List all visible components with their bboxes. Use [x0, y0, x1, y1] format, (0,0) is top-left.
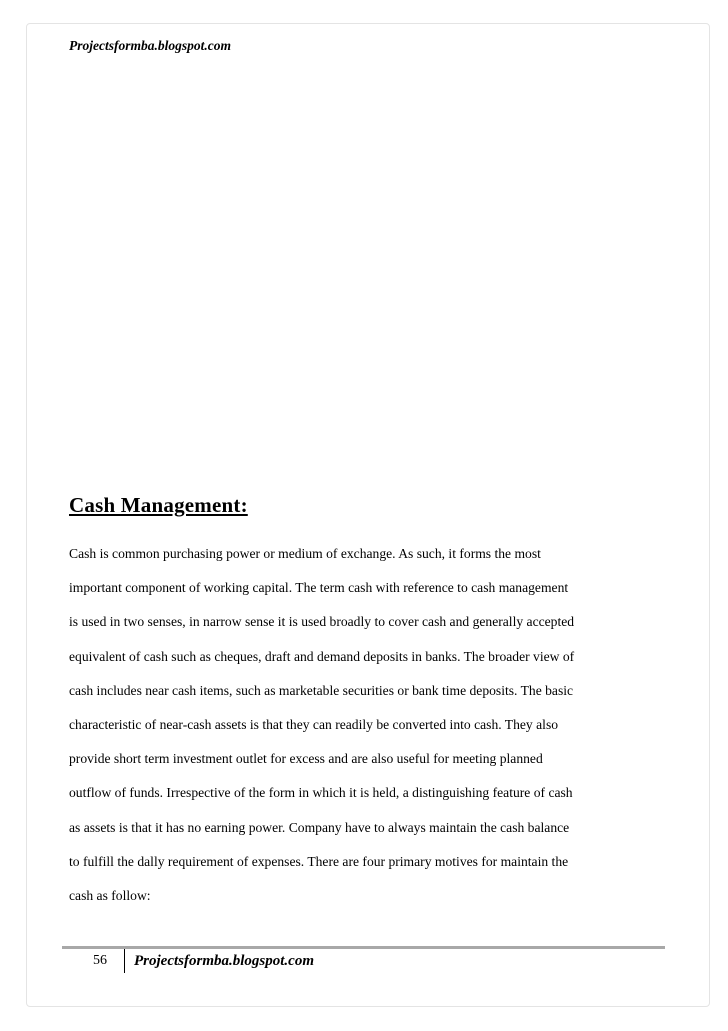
body-line: Cash is common purchasing power or medium of exchange. As such, it forms the most	[69, 546, 541, 561]
body-line: cash as follow:	[69, 887, 151, 903]
footer-separator	[124, 949, 125, 973]
body-line: characteristic of near-cash assets is that they can readily be converted into cash. They also	[69, 716, 559, 732]
footer-site: Projectsformba.blogspot.com	[134, 953, 314, 969]
body-paragraph	[69, 537, 629, 913]
body-line: is used in two senses, in narrow sense it is used broadly to cover cash and generally accepted	[69, 614, 575, 630]
page-header: Projectsformba.blogspot.com	[69, 38, 231, 53]
body-line: equivalent of cash such as cheques, draft and demand deposits in banks. The broader view of	[69, 648, 575, 664]
body-line: as assets is that it has no earning power. Company have to always maintain the cash balance	[69, 819, 570, 835]
body-line: important component of working capital. The term cash with reference to cash management	[69, 580, 569, 596]
section-heading: Cash Management:	[69, 493, 248, 517]
body-line: cash includes near cash items, such as marketable securities or bank time deposits. The basic	[69, 682, 574, 698]
body-line: provide short term investment outlet for excess and are also useful for meeting planned	[69, 751, 543, 767]
page-number: 56	[93, 953, 107, 968]
footer-rule	[62, 946, 665, 949]
body-line: to fulfill the dally requirement of expenses. There are four primary motives for maintain the	[69, 853, 569, 869]
body-line: outflow of funds. Irrespective of the form in which it is held, a distinguishing feature of cash	[69, 785, 573, 801]
